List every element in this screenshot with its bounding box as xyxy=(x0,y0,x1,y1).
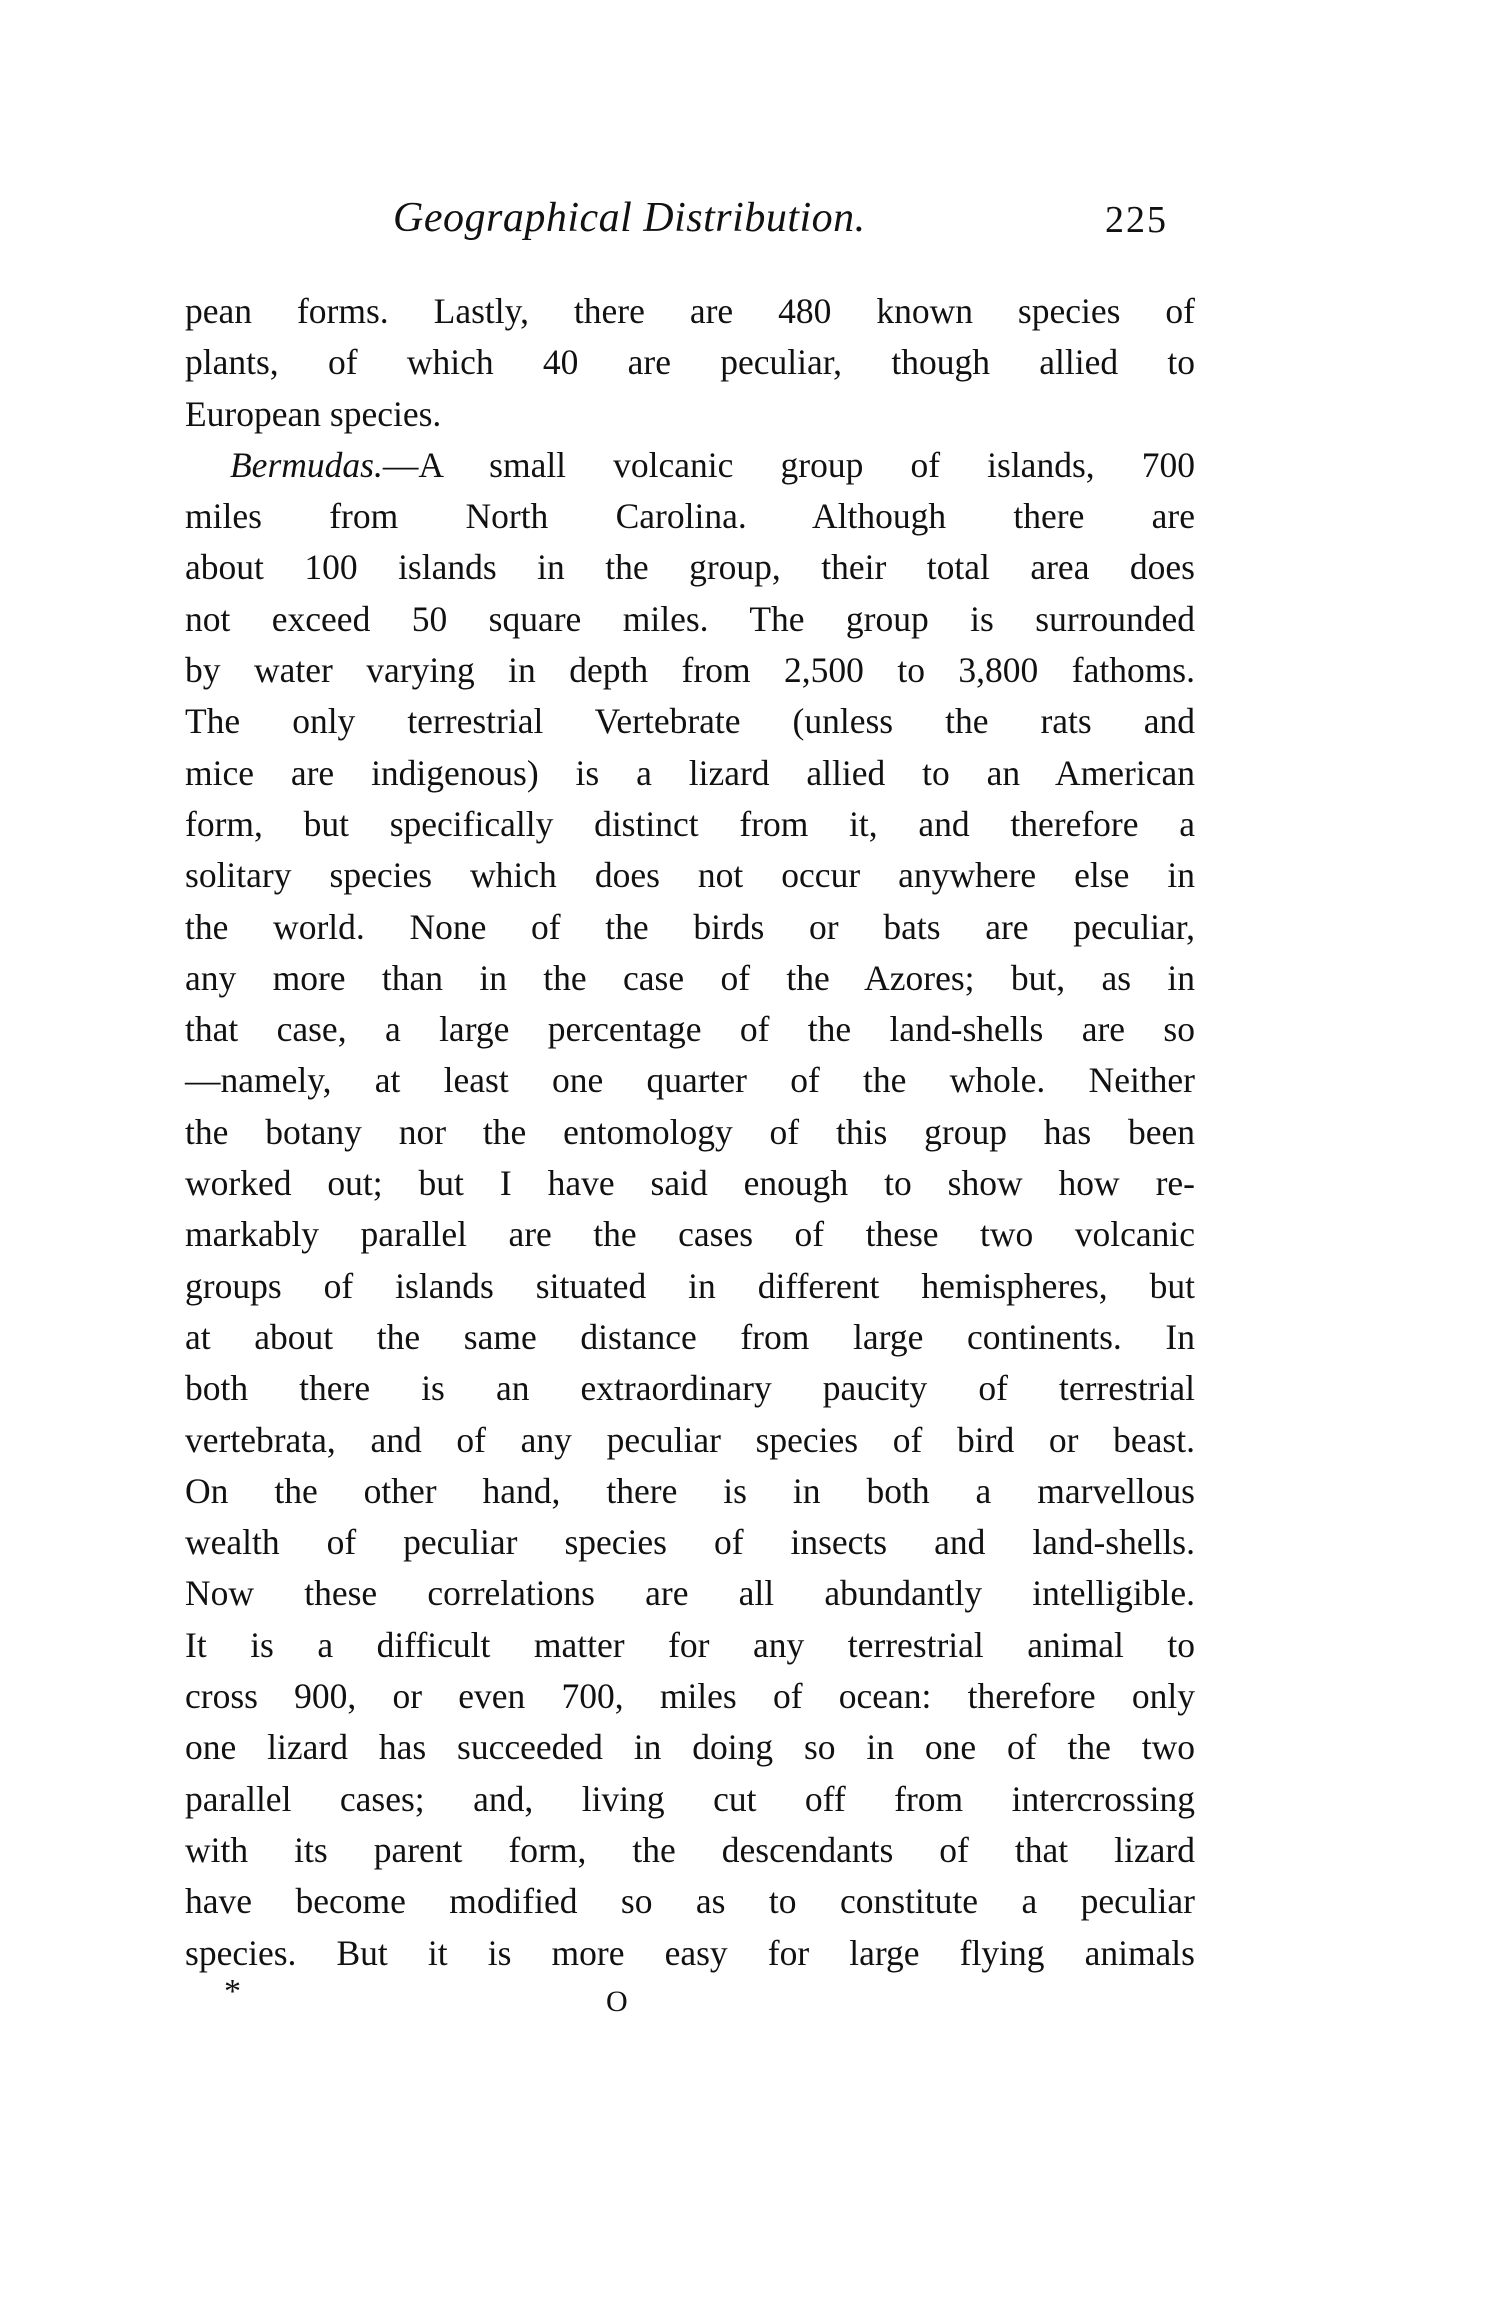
text-line: have become modified so as to constitute a peculiar xyxy=(185,1881,1195,1922)
text-line: groups of islands situated in different hemispheres, but xyxy=(185,1265,1195,1306)
text-line: vertebrata, and of any peculiar species of bird or beast. xyxy=(185,1419,1195,1460)
text-line: solitary species which does not occur anywhere else in xyxy=(185,855,1195,896)
text-line: cross 900, or even 700, miles of ocean: therefore only xyxy=(185,1676,1195,1717)
text-line: The only terrestrial Vertebrate (unless the rats and xyxy=(185,701,1195,742)
paragraph-start-line xyxy=(185,440,1195,491)
asterisk-footnote-mark: * xyxy=(224,1973,241,2010)
text-line: the botany nor the entomology of this group has been xyxy=(185,1111,1195,1152)
body-text xyxy=(185,286,1195,1979)
text-line: any more than in the case of the Azores; but, as in xyxy=(185,957,1195,998)
text-line: at about the same distance from large continents. In xyxy=(185,1316,1195,1357)
text-line-rest: —A small volcanic group of islands, 700 xyxy=(382,444,1195,485)
text-line: miles from North Carolina. Although there are xyxy=(185,496,1195,537)
text-line: parallel cases; and, living cut off from intercrossing xyxy=(185,1778,1195,1819)
text-line: both there is an extraordinary paucity of terrestrial xyxy=(185,1368,1195,1409)
text-line: wealth of peculiar species of insects and land-shells. xyxy=(185,1522,1195,1563)
text-line: not exceed 50 square miles. The group is surrounded xyxy=(185,598,1195,639)
text-line: one lizard has succeeded in doing so in one of the two xyxy=(185,1727,1195,1768)
text-line: species. But it is more easy for large flying animals xyxy=(185,1932,1195,1973)
text-line: On the other hand, there is in both a marvellous xyxy=(185,1470,1195,1511)
page-number: 225 xyxy=(1105,199,1168,241)
text-line: that case, a large percentage of the land-shells are so xyxy=(185,1009,1195,1050)
text-line: —namely, at least one quarter of the whole. Neither xyxy=(185,1060,1195,1101)
text-line: about 100 islands in the group, their total area does xyxy=(185,547,1195,588)
text-line: markably parallel are the cases of these two volcanic xyxy=(185,1214,1195,1255)
text-line: mice are indigenous) is a lizard allied to an American xyxy=(185,752,1195,793)
text-line: the world. None of the birds or bats are peculiar, xyxy=(185,906,1195,947)
text-line: European species. xyxy=(185,393,442,434)
signature-mark: O xyxy=(606,1985,628,2018)
text-line: with its parent form, the descendants of that lizard xyxy=(185,1829,1195,1870)
text-line: by water varying in depth from 2,500 to 3,800 fathoms. xyxy=(185,650,1195,691)
text-line: Now these correlations are all abundantly intelligible. xyxy=(185,1573,1195,1614)
running-head: Geographical Distribution. xyxy=(393,195,866,241)
text-line: pean forms. Lastly, there are 480 known species of xyxy=(185,291,1195,331)
section-lead-bermudas: Bermudas. xyxy=(230,444,383,485)
text-line: plants, of which 40 are peculiar, though allied to xyxy=(185,342,1195,383)
text-line: worked out; but I have said enough to show how re- xyxy=(185,1163,1195,1204)
text-line: It is a difficult matter for any terrestrial animal to xyxy=(185,1624,1195,1665)
text-line: form, but specifically distinct from it, and therefore a xyxy=(185,803,1195,844)
